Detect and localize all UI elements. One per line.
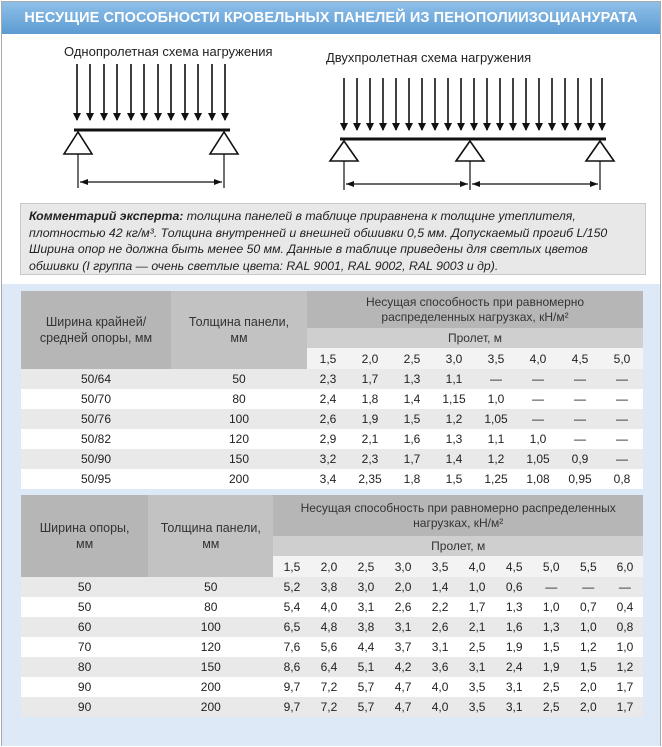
load-value-cell: 4,8 [310, 617, 347, 637]
load-value-cell: 3,6 [422, 657, 459, 677]
load-value-cell: 4,0 [422, 697, 459, 717]
load-value-cell: 2,0 [570, 697, 607, 717]
load-value-cell: — [601, 369, 643, 389]
double-span-scheme [330, 78, 614, 190]
table1-span: 1,5 [307, 348, 349, 369]
load-value-cell: 3,1 [347, 597, 384, 617]
page-frame [1, 1, 661, 746]
table-row [21, 657, 643, 677]
table-row [21, 597, 643, 617]
load-value-cell: 2,1 [349, 429, 391, 449]
load-value-cell: — [517, 389, 559, 409]
table1-header-span: Пролет, м [307, 328, 643, 348]
load-value-cell: 4,2 [385, 657, 422, 677]
load-value-cell: 1,3 [496, 597, 533, 617]
table-row [21, 617, 643, 637]
load-value-cell: 2,3 [349, 449, 391, 469]
load-value-cell: 2,5 [533, 697, 570, 717]
load-value-cell: 3,5 [459, 697, 496, 717]
panel-thickness-cell: 150 [171, 449, 307, 469]
load-table-2 [21, 495, 643, 717]
load-value-cell: 4,7 [385, 697, 422, 717]
load-value-cell: — [559, 369, 601, 389]
load-value-cell: — [475, 369, 517, 389]
load-value-cell: 3,1 [496, 697, 533, 717]
load-value-cell: 5,4 [273, 597, 310, 617]
load-value-cell: — [533, 577, 570, 597]
panel-thickness-cell: 120 [148, 637, 273, 657]
load-value-cell: — [559, 389, 601, 409]
load-value-cell: 1,0 [570, 617, 607, 637]
load-value-cell: 1,2 [475, 449, 517, 469]
table2-span: 4,0 [459, 556, 496, 577]
table1-header-support: Ширина крайней/средней опоры, мм [21, 291, 171, 369]
load-value-cell: 1,1 [433, 369, 475, 389]
load-value-cell: 6,5 [273, 617, 310, 637]
double-support-left [330, 141, 358, 161]
load-table-1 [21, 291, 643, 489]
support-width-cell: 60 [21, 617, 148, 637]
support-width-cell: 50/64 [21, 369, 171, 389]
load-value-cell: 1,7 [607, 677, 643, 697]
load-value-cell: 1,08 [517, 469, 559, 489]
load-value-cell: 2,35 [349, 469, 391, 489]
panel-thickness-cell: 100 [148, 617, 273, 637]
load-value-cell: 1,3 [433, 429, 475, 449]
load-value-cell: 1,0 [607, 637, 643, 657]
load-value-cell: 3,1 [459, 657, 496, 677]
load-value-cell: — [601, 449, 643, 469]
panel-thickness-cell: 200 [148, 677, 273, 697]
support-width-cell: 50/76 [21, 409, 171, 429]
load-value-cell: 1,0 [517, 429, 559, 449]
table2-header-thickness: Толщина панели, мм [148, 495, 273, 577]
load-value-cell: 0,95 [559, 469, 601, 489]
load-value-cell: 0,6 [496, 577, 533, 597]
load-value-cell: — [601, 389, 643, 409]
support-width-cell: 90 [21, 697, 148, 717]
load-value-cell: — [601, 409, 643, 429]
load-value-cell: 5,6 [310, 637, 347, 657]
table2-header-span: Пролет, м [273, 536, 643, 556]
load-diagrams [2, 34, 660, 202]
load-value-cell: — [517, 369, 559, 389]
load-value-cell: — [559, 409, 601, 429]
load-value-cell: 5,2 [273, 577, 310, 597]
table-row [21, 637, 643, 657]
load-value-cell: 3,1 [496, 677, 533, 697]
load-value-cell: 0,4 [607, 597, 643, 617]
load-value-cell: 1,5 [570, 657, 607, 677]
load-value-cell: 7,2 [310, 677, 347, 697]
load-value-cell: 1,4 [422, 577, 459, 597]
table-row [21, 389, 643, 409]
load-value-cell: 3,0 [347, 577, 384, 597]
load-value-cell: 0,8 [607, 617, 643, 637]
table1-span: 5,0 [601, 348, 643, 369]
single-span-scheme [64, 64, 238, 188]
panel-thickness-cell: 200 [148, 697, 273, 717]
panel-thickness-cell: 80 [171, 389, 307, 409]
panel-thickness-cell: 100 [171, 409, 307, 429]
support-width-cell: 70 [21, 637, 148, 657]
load-value-cell: 1,8 [349, 389, 391, 409]
load-value-cell: 2,3 [307, 369, 349, 389]
load-value-cell: 7,2 [310, 697, 347, 717]
table1-span: 3,0 [433, 348, 475, 369]
table-row [21, 409, 643, 429]
double-span-label: Двухпролетная схема нагружения [326, 50, 532, 65]
load-value-cell: 3,5 [459, 677, 496, 697]
load-value-cell: 4,0 [422, 677, 459, 697]
load-value-cell: 1,5 [533, 637, 570, 657]
load-value-cell: 1,9 [496, 637, 533, 657]
table-row [21, 577, 643, 597]
table1-header-thickness: Толщина панели, мм [171, 291, 307, 369]
load-value-cell: 4,4 [347, 637, 384, 657]
table1-span: 2,5 [391, 348, 433, 369]
load-value-cell: 1,25 [475, 469, 517, 489]
load-value-cell: 1,7 [607, 697, 643, 717]
panel-thickness-cell: 150 [148, 657, 273, 677]
load-value-cell: 2,5 [533, 677, 570, 697]
load-value-cell: 0,7 [570, 597, 607, 617]
table-row [21, 469, 643, 489]
load-value-cell: 1,2 [433, 409, 475, 429]
load-value-cell: 5,7 [347, 677, 384, 697]
table2-span: 5,5 [570, 556, 607, 577]
load-value-cell: 0,8 [601, 469, 643, 489]
load-value-cell: 7,6 [273, 637, 310, 657]
load-value-cell: 2,4 [307, 389, 349, 409]
load-value-cell: 2,1 [459, 617, 496, 637]
support-width-cell: 50/90 [21, 449, 171, 469]
load-value-cell: 1,7 [459, 597, 496, 617]
load-value-cell: 1,1 [475, 429, 517, 449]
table2-span: 2,5 [347, 556, 384, 577]
load-value-cell: 1,5 [391, 409, 433, 429]
load-value-cell: 1,0 [533, 597, 570, 617]
load-value-cell: 1,9 [533, 657, 570, 677]
panel-thickness-cell: 50 [148, 577, 273, 597]
load-value-cell: 1,5 [433, 469, 475, 489]
load-value-cell: 1,4 [391, 389, 433, 409]
table2-span: 1,5 [273, 556, 310, 577]
table2-body [21, 577, 643, 717]
load-value-cell: 2,6 [307, 409, 349, 429]
load-value-cell: 1,7 [349, 369, 391, 389]
load-value-cell: 1,2 [607, 657, 643, 677]
load-value-cell: 1,0 [459, 577, 496, 597]
panel-thickness-cell: 200 [171, 469, 307, 489]
support-width-cell: 50 [21, 577, 148, 597]
expert-comment [20, 203, 646, 275]
load-value-cell: 2,9 [307, 429, 349, 449]
load-value-cell: — [607, 577, 643, 597]
load-value-cell: 5,1 [347, 657, 384, 677]
load-value-cell: 2,2 [422, 597, 459, 617]
load-value-cell: 3,8 [310, 577, 347, 597]
load-schemes-graphic [2, 34, 660, 202]
table2-header-load: Несущая способность при равномерно распределенных нагрузках, кН/м² [273, 495, 643, 536]
table2-span: 4,5 [496, 556, 533, 577]
support-width-cell: 50/95 [21, 469, 171, 489]
table-row [21, 429, 643, 449]
load-value-cell: 4,7 [385, 677, 422, 697]
load-value-cell: 3,8 [347, 617, 384, 637]
table2-span: 5,0 [533, 556, 570, 577]
load-value-cell: 1,2 [570, 637, 607, 657]
load-value-cell: — [570, 577, 607, 597]
table1-body [21, 369, 643, 489]
single-support-right [210, 132, 238, 154]
expert-comment-text: толщина панелей в таблице приравнена к толщине утеплителя, плотностью 42 кг/м³. Толщина внутренней и внешней обшивки 0,5 мм. Допускаемый прогиб L/150 Ширина опор не должна быть менее 50 мм. Данные в таблице приведены для светлых цветов обшивки (I группа — очень светлые цвета: RAL 9001, RAL 9002, RAL 9003 и др). [29, 209, 608, 273]
load-value-cell: 1,0 [475, 389, 517, 409]
load-value-cell: — [601, 429, 643, 449]
load-value-cell: 1,05 [517, 449, 559, 469]
load-value-cell: 3,1 [385, 617, 422, 637]
support-width-cell: 80 [21, 657, 148, 677]
double-support-right [586, 141, 614, 161]
load-value-cell: 6,4 [310, 657, 347, 677]
load-value-cell: 1,3 [391, 369, 433, 389]
load-value-cell: 2,6 [385, 597, 422, 617]
single-span-label: Однопролетная схема нагружения [64, 44, 273, 59]
table-row [21, 449, 643, 469]
load-value-cell: 9,7 [273, 677, 310, 697]
table2-span: 2,0 [310, 556, 347, 577]
load-value-cell: 5,7 [347, 697, 384, 717]
load-value-cell: 1,7 [391, 449, 433, 469]
support-width-cell: 50/82 [21, 429, 171, 449]
load-value-cell: 9,7 [273, 697, 310, 717]
panel-thickness-cell: 120 [171, 429, 307, 449]
table1-span: 3,5 [475, 348, 517, 369]
load-value-cell: 3,2 [307, 449, 349, 469]
load-value-cell: — [517, 409, 559, 429]
load-value-cell: 1,4 [433, 449, 475, 469]
load-value-cell: 3,7 [385, 637, 422, 657]
load-value-cell: 2,0 [385, 577, 422, 597]
load-value-cell: 0,9 [559, 449, 601, 469]
table-row [21, 697, 643, 717]
table2-span: 6,0 [607, 556, 643, 577]
panel-thickness-cell: 80 [148, 597, 273, 617]
load-value-cell: 3,1 [422, 637, 459, 657]
double-load-arrows [344, 78, 602, 130]
load-value-cell: 1,8 [391, 469, 433, 489]
load-value-cell: 2,4 [496, 657, 533, 677]
load-value-cell: 1,15 [433, 389, 475, 409]
support-width-cell: 90 [21, 677, 148, 697]
page-title: НЕСУЩИЕ СПОСОБНОСТИ КРОВЕЛЬНЫХ ПАНЕЛЕЙ ИЗ ПЕНОПОЛИИЗОЦИАНУРАТА [2, 2, 660, 34]
load-value-cell: 1,6 [496, 617, 533, 637]
expert-comment-label: Комментарий эксперта: [29, 209, 184, 223]
table-row [21, 369, 643, 389]
table2-span: 3,5 [422, 556, 459, 577]
double-support-middle [456, 141, 484, 161]
table-row [21, 677, 643, 697]
load-value-cell: 1,05 [475, 409, 517, 429]
table2-header-support: Ширина опоры, мм [21, 495, 148, 577]
single-support-left [64, 132, 92, 154]
load-value-cell: 1,3 [533, 617, 570, 637]
load-value-cell: 1,9 [349, 409, 391, 429]
load-value-cell: 3,4 [307, 469, 349, 489]
load-value-cell: 2,6 [422, 617, 459, 637]
load-value-cell: 4,0 [310, 597, 347, 617]
table1-span: 4,5 [559, 348, 601, 369]
load-value-cell: — [559, 429, 601, 449]
load-value-cell: 8,6 [273, 657, 310, 677]
single-load-arrows [77, 64, 225, 120]
support-width-cell: 50 [21, 597, 148, 617]
table2-span: 3,0 [385, 556, 422, 577]
support-width-cell: 50/70 [21, 389, 171, 409]
load-value-cell: 1,6 [391, 429, 433, 449]
load-value-cell: 2,5 [459, 637, 496, 657]
load-value-cell: 2,0 [570, 677, 607, 697]
table1-header-load: Несущая способность при равномерно распределенных нагрузках, кН/м² [307, 291, 643, 328]
panel-thickness-cell: 50 [171, 369, 307, 389]
table1-span: 2,0 [349, 348, 391, 369]
table1-span: 4,0 [517, 348, 559, 369]
